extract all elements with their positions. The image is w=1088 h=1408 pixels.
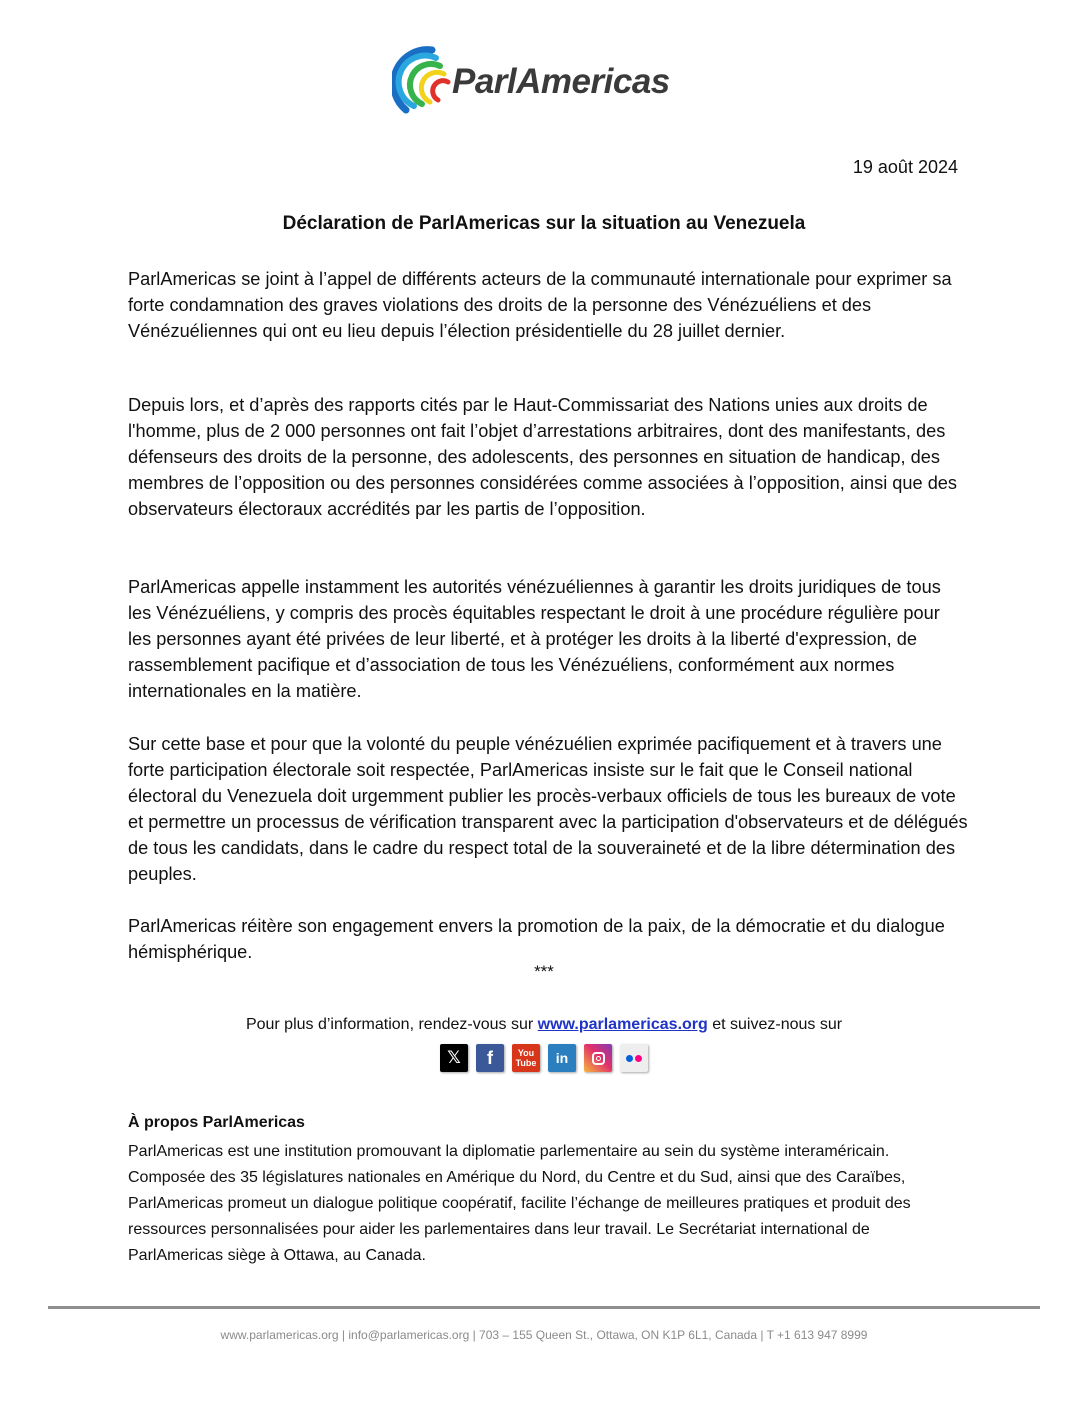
facebook-glyph: f	[487, 1047, 493, 1068]
more-info-suffix: et suivez-nous sur	[707, 1016, 843, 1033]
section-separator: ***	[534, 962, 554, 981]
instagram-icon[interactable]	[584, 1044, 612, 1072]
x-glyph: 𝕏	[447, 1048, 461, 1067]
youtube-icon[interactable]	[512, 1044, 540, 1072]
paragraph-3: ParlAmericas appelle instamment les autorités vénézuéliennes à garantir les droits juridiques de tous les Vénézuéliens, y compris des procès équitables respectant le droit à une procédure régulière pour les personnes ayant été privées de leur liberté, et à protéger les droits à la liberté d'expression, de rassemblement pacifique et d’association de tous les Vénézuéliens, conformément aux normes internationales en la matière.	[128, 577, 941, 701]
paragraph-4: Sur cette base et pour que la volonté du peuple vénézuélien exprimée pacifiquement et à travers une forte participation électorale soit respectée, ParlAmericas insiste sur le fait que le Conseil national électoral du Venezuela doit urgemment publier les procès-verbaux officiels de tous les bureaux de vote et permettre un processus de vérification transparent avec la participation d'observateurs et de délégués de tous les candidats, dans le cadre du respect total de la souveraineté et de la libre détermination des peuples.	[128, 734, 968, 884]
more-info-line	[0, 1016, 1088, 1034]
paragraph-5: ParlAmericas réitère son engagement envers la promotion de la paix, de la démocratie et du dialogue hémisphérique.	[128, 916, 945, 962]
flickr-icon[interactable]	[620, 1044, 648, 1072]
x-icon[interactable]	[440, 1044, 468, 1072]
footer-divider	[48, 1306, 1040, 1309]
website-link[interactable]: www.parlamericas.org	[537, 1016, 708, 1033]
parlamericas-logo	[392, 38, 702, 128]
facebook-icon[interactable]	[476, 1044, 504, 1072]
document-date: 19 août 2024	[852, 157, 958, 177]
flickr-dot-pink	[635, 1055, 642, 1062]
flickr-dot-blue	[626, 1055, 633, 1062]
youtube-glyph-top: You	[517, 1048, 535, 1058]
youtube-glyph-bottom: Tube	[515, 1058, 537, 1068]
document-title: Déclaration de ParlAmericas sur la situation au Venezuela	[282, 213, 806, 234]
about-heading: À propos ParlAmericas	[128, 1114, 305, 1131]
instagram-camera-shape	[592, 1052, 605, 1065]
paragraph-1: ParlAmericas se joint à l’appel de différents acteurs de la communauté internationale pour exprimer sa forte condamnation des graves violations des droits de la personne des Vénézuéliens et des Vénézuéliennes qui ont eu lieu depuis l’élection présidentielle du 28 juillet dernier.	[128, 269, 952, 341]
paragraph-2: Depuis lors, et d’après des rapports cités par le Haut-Commissariat des Nations unies aux droits de l'homme, plus de 2 000 personnes ont fait l’objet d’arrestations arbitraires, dont des manifestants, des défenseurs des droits de la personne, des adolescents, des personnes en situation de handicap, des membres de l’opposition ou des personnes considérées comme associées à l’opposition, ainsi que des observateurs électoraux accrédités par les partis de l’opposition.	[128, 395, 958, 519]
more-info-prefix: Pour plus d’information, rendez-vous sur	[245, 1016, 538, 1033]
footer-contact: www.parlamericas.org | info@parlamericas.org | 703 – 155 Queen St., Ottawa, ON K1P 6L1, Canada | T +1 613 947 8999	[220, 1328, 868, 1342]
linkedin-glyph: in	[555, 1050, 569, 1066]
social-icons	[440, 1044, 648, 1074]
logo-text: ParlAmericas	[452, 62, 670, 101]
linkedin-icon[interactable]	[548, 1044, 576, 1072]
about-text: ParlAmericas est une institution promouvant la diplomatie parlementaire au sein du système interaméricain. Composée des 35 législatures nationales en Amérique du Nord, du Centre et du Sud, ainsi que des Caraïbes, ParlAmericas promeut un dialogue politique coopératif, facilite l’échange de meilleures pratiques et produit des ressources personnalisées pour aider les parlementaires dans leur travail. Le Secrétariat international de ParlAmericas siège à Ottawa, au Canada.	[128, 1143, 911, 1264]
